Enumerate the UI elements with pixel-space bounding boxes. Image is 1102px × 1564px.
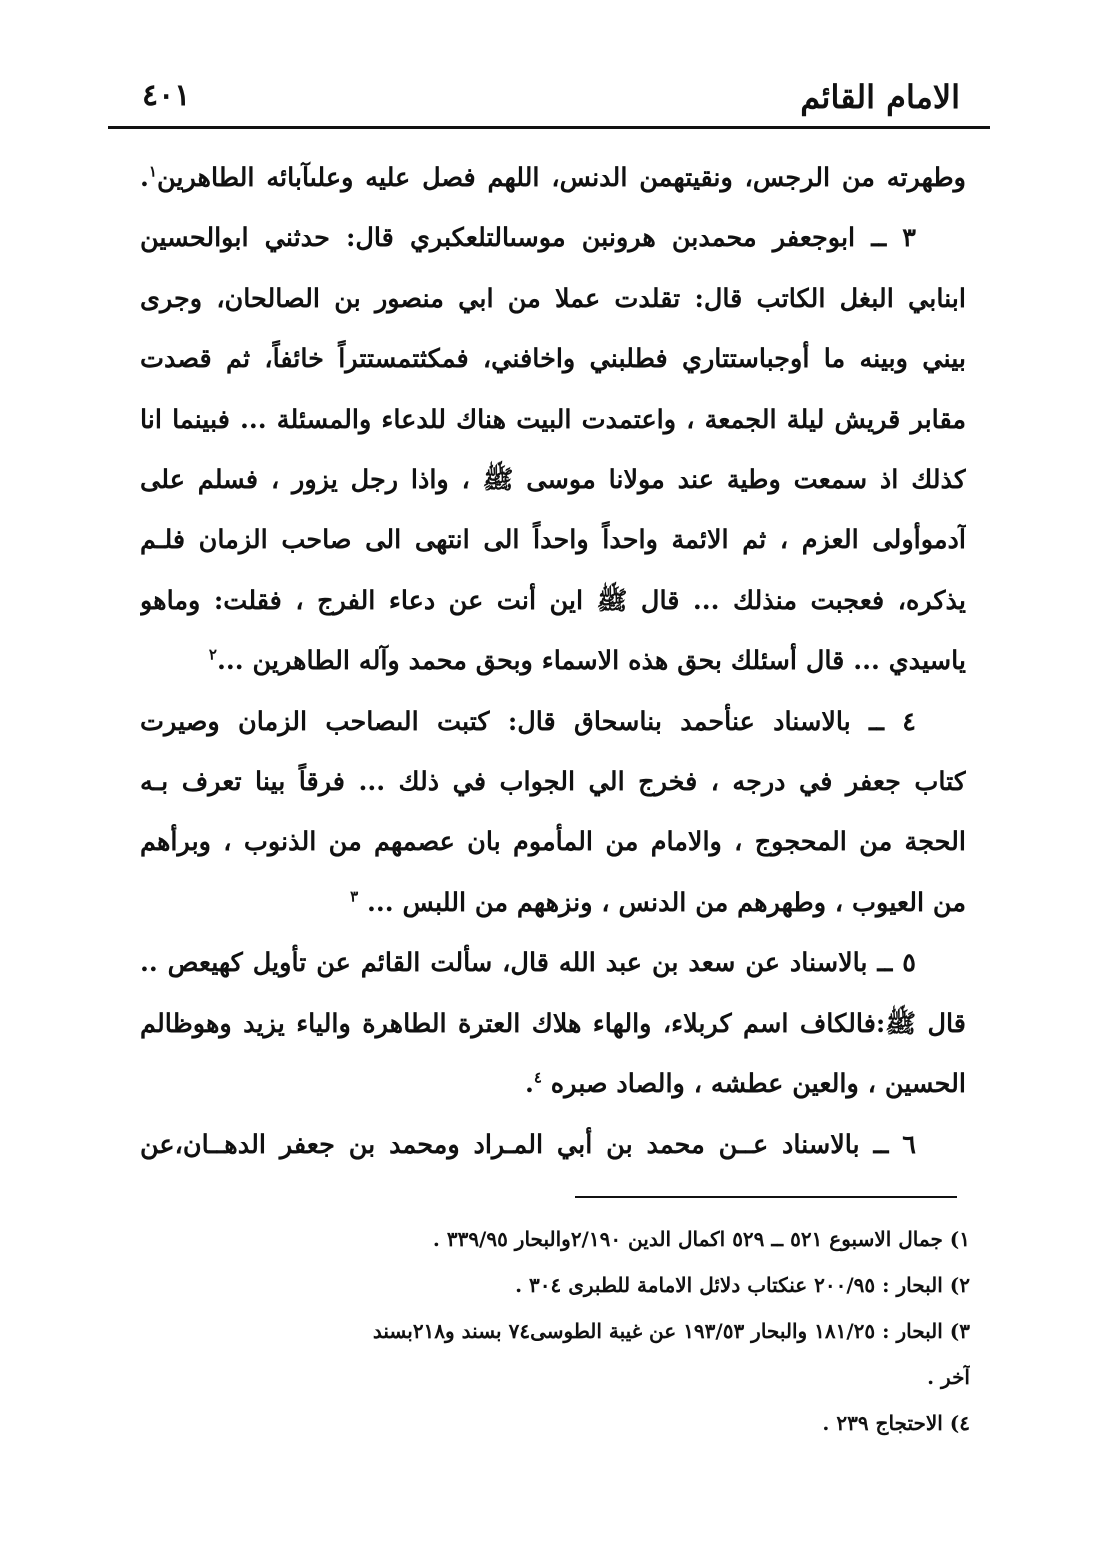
text-line: كذلك اذ سمعت وطية عند مولانا موسى ﷺ ، واذا رجل يزور ، فسلم على bbox=[140, 465, 966, 496]
text-line: آدموأولى العزم ، ثم الائمة واحداً واحداً الى انتهى الى صاحب الزمان فلـم bbox=[140, 525, 966, 556]
page-number: ٤٠١ bbox=[142, 78, 191, 113]
text-line: قال ﷺ:فالكاف اسم كربلاء، والهاء هلاك العترة الطاهرة والياء يزيد وهوظالم bbox=[140, 1008, 966, 1039]
running-title: الامام القائم bbox=[800, 78, 960, 116]
footnote: ٣) البحار : ١٨١/٢٥ والبحار ١٩٣/٥٣ عن غيبة الطوسى٧٤ بسند و٢١٨بسند bbox=[372, 1319, 970, 1343]
header-rule bbox=[108, 126, 990, 129]
text-line: يذكره، فعجبت منذلك ... قال ﷺ اين أنت عن دعاء الفرج ، فقلت: وماهو bbox=[140, 585, 966, 616]
text-line: ٤ ــ بالاسناد عنأحمد بناسحاق قال: كتبت الىصاحب الزمان وصيرت bbox=[140, 706, 916, 737]
text-line: وطهرته من الرجس، ونقيتهمن الدنس، اللهم فصل عليه وعلىآبائه الطاهرين$^١$. bbox=[140, 162, 966, 193]
text-line: من العيوب ، وطهرهم من الدنس ، ونزههم من اللبس ... $^٣$ bbox=[350, 887, 966, 918]
footnote: ٢) البحار : ٢٠٠/٩٥ عنكتاب دلائل الامامة للطبرى ٣٠٤ . bbox=[515, 1273, 970, 1297]
footnotes bbox=[140, 1216, 970, 1446]
footnote: ٤) الاحتجاج ٢٣٩ . bbox=[822, 1411, 970, 1435]
text-line: ابنابي البغل الكاتب قال: تقلدت عملا من ابي منصور بن الصالحان، وجرى bbox=[140, 283, 966, 314]
text-line: ٥ ــ بالاسناد عن سعد بن عبد الله قال، سألت القائم عن تأويل كهيعص .. bbox=[140, 948, 916, 979]
text-line: بيني وبينه ما أوجباستتاري فطلبني واخافني، فمكثتمستتراً خائفاً، ثم قصدت bbox=[140, 344, 966, 375]
text-line: كتاب جعفر في درجه ، فخرج الي الجواب في ذلك ... فرقاً بينا تعرف بـه bbox=[140, 767, 966, 798]
text-line: الحجة من المحجوج ، والامام من المأموم بان عصمهم من الذنوب ، وبرأهم bbox=[140, 827, 966, 858]
footnote-rule bbox=[575, 1196, 957, 1198]
text-line: ٦ ــ بالاسناد عــن محمد بن أبي المـراد ومحمد بن جعفر الدهــان،عن bbox=[140, 1129, 916, 1160]
body-text bbox=[140, 148, 966, 1175]
footnote-continuation: آخر . bbox=[927, 1365, 970, 1389]
text-line: ياسيدي ... قال أسئلك بحق هذه الاسماء وبحق محمد وآله الطاهرين ...$^٢$ bbox=[208, 645, 966, 677]
page-header bbox=[130, 78, 960, 124]
footnote: ١) جمال الاسبوع ٥٢١ ــ ٥٢٩ اكمال الدين ٢/١٩٠والبحار ٣٣٩/٩٥ . bbox=[432, 1227, 970, 1251]
text-line: ٣ ــ ابوجعفر محمدبن هرونبن موسىالتلعكبري قال: حدثني ابوالحسين bbox=[140, 223, 916, 254]
text-line: الحسين ، والعين عطشه ، والصاد صبره $^٤$. bbox=[524, 1068, 966, 1100]
text-line: مقابر قريش ليلة الجمعة ، واعتمدت البيت هناك للدعاء والمسئلة ... فبينما انا bbox=[140, 404, 966, 435]
